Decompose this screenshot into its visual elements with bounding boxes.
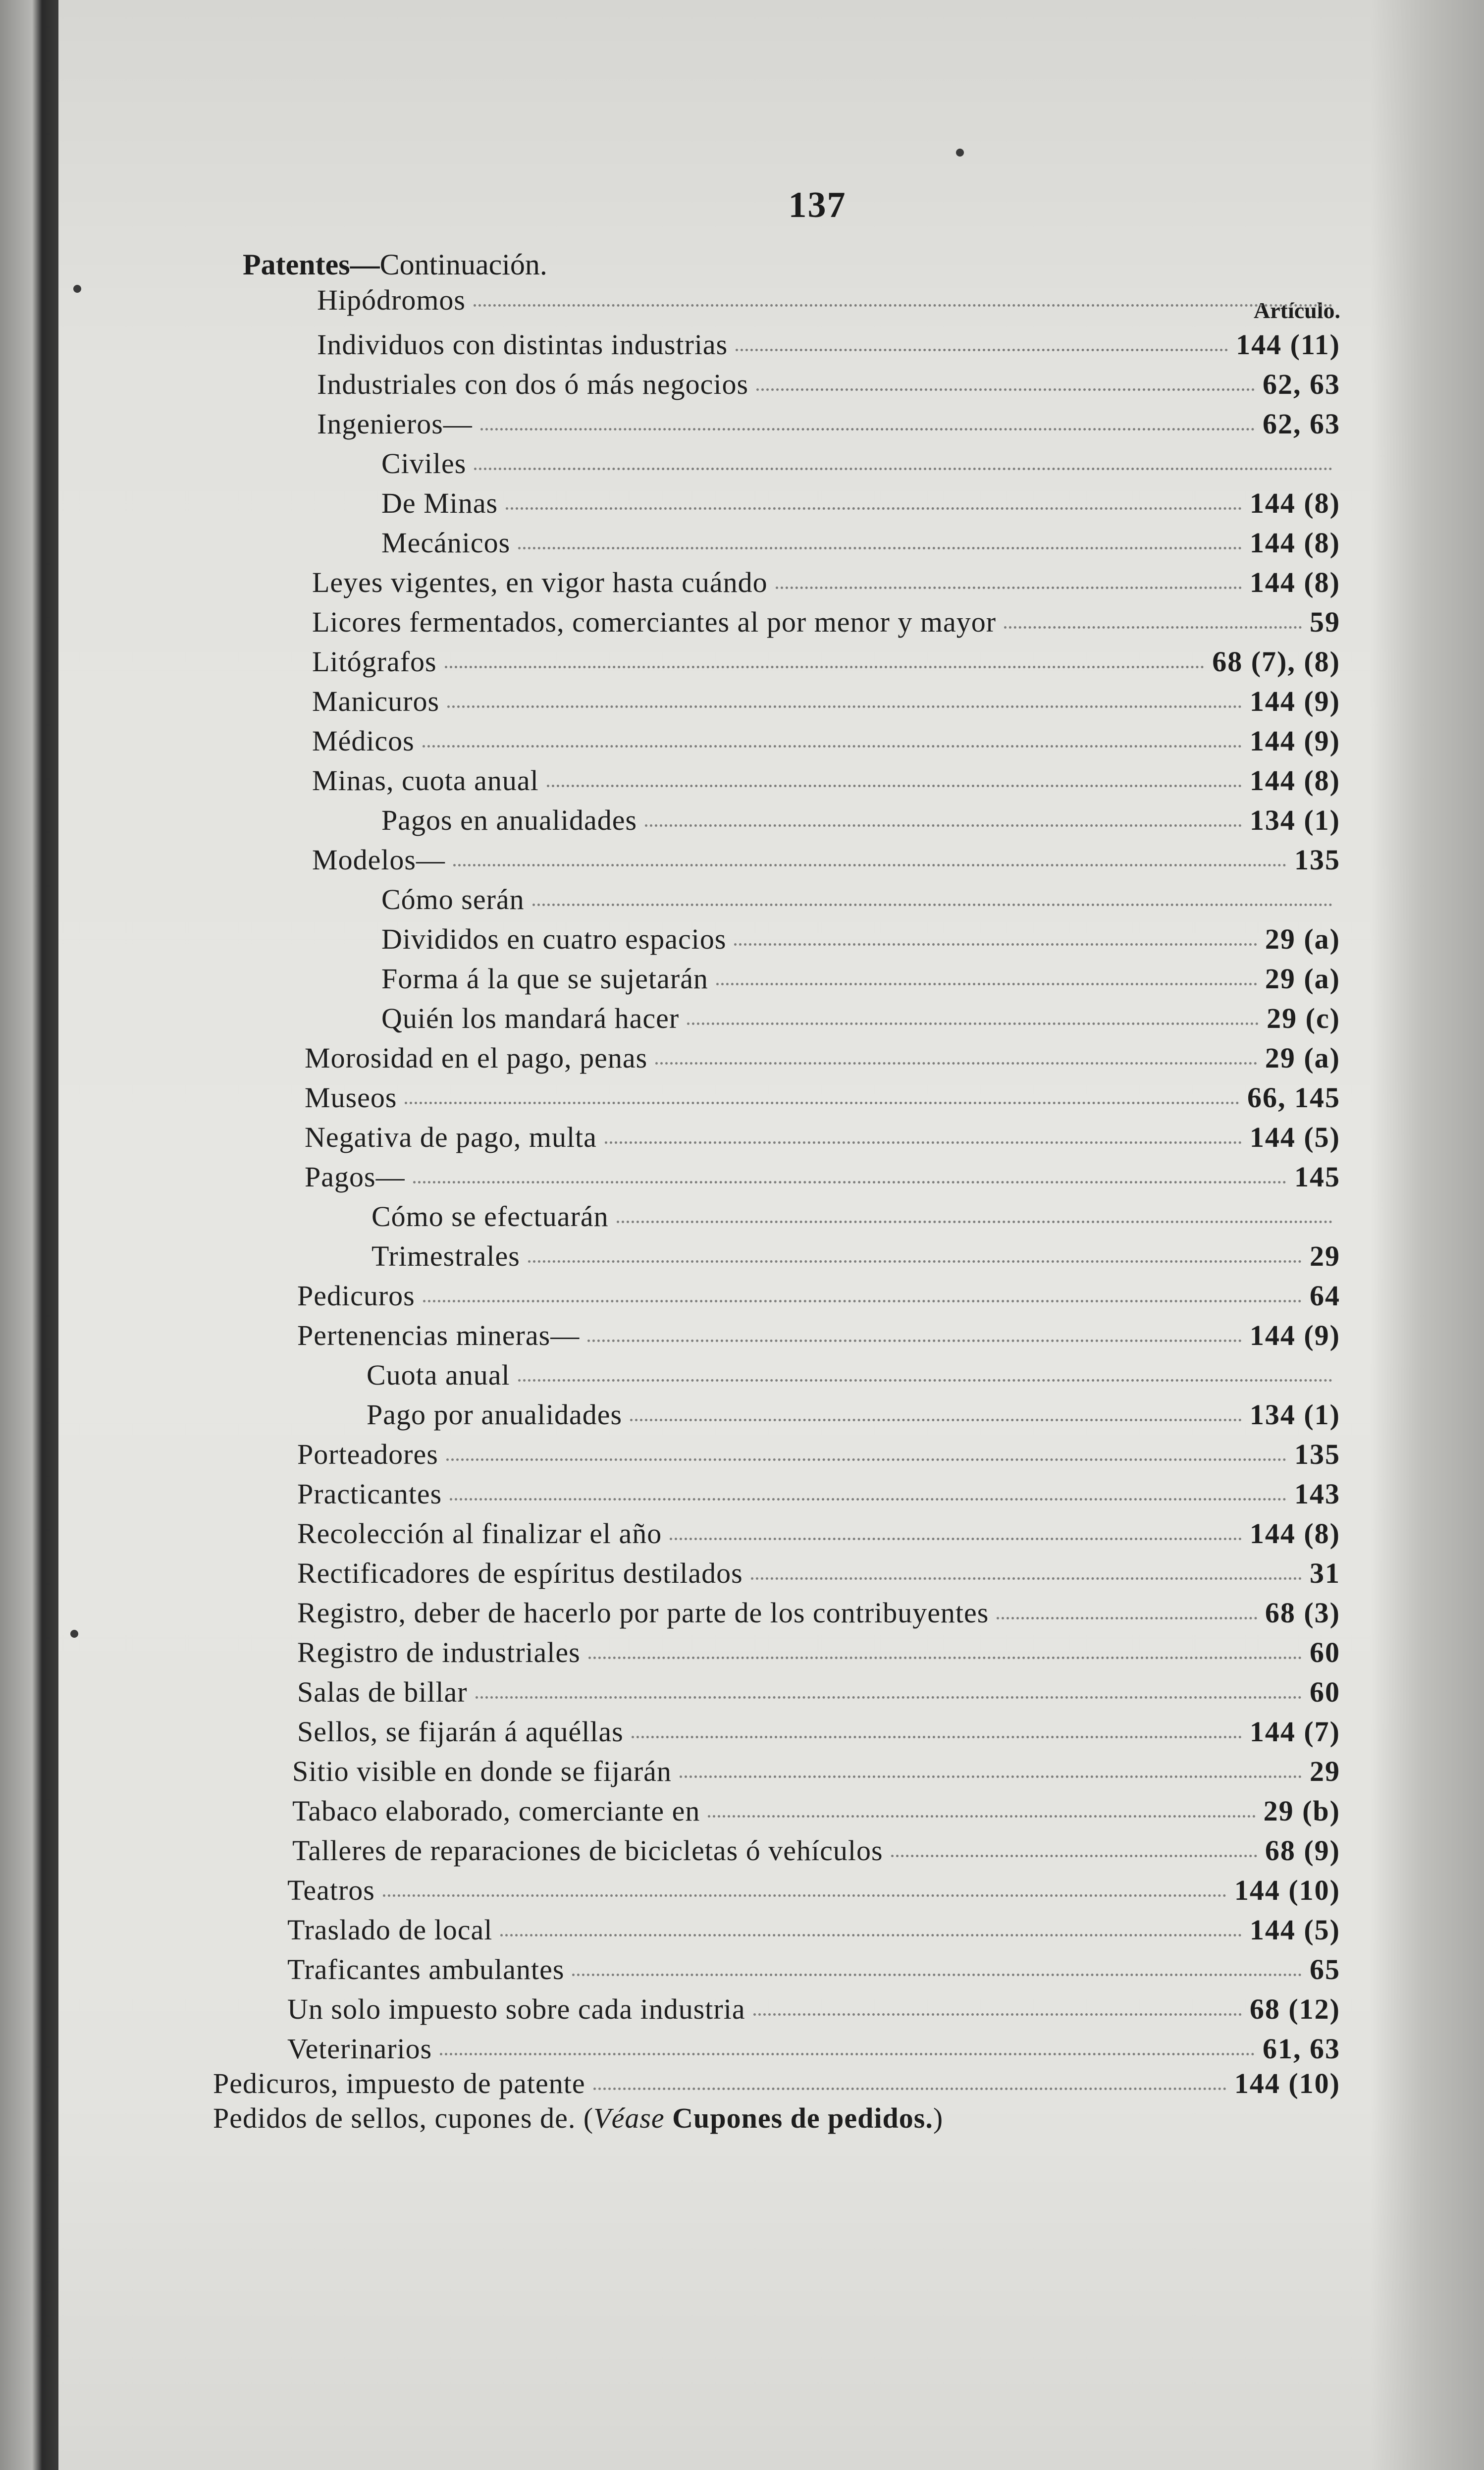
- leader-dots: [593, 2088, 1226, 2090]
- entry-label: Un solo impuesto sobre cada industria: [287, 1993, 745, 2025]
- footer-lead: Pedidos de sellos, cupones de.: [213, 2102, 576, 2134]
- entry-label: Veterinarios: [287, 2033, 432, 2065]
- entry-ref: 144 (8): [1249, 1517, 1340, 1550]
- leader-dots: [405, 1102, 1239, 1104]
- entry-ref: 61, 63: [1263, 2033, 1340, 2065]
- entry-ref: 60: [1310, 1676, 1340, 1708]
- leader-dots: [716, 983, 1257, 985]
- index-entry: [297, 1517, 1340, 1550]
- entry-label: Morosidad en el pago, penas: [305, 1042, 648, 1074]
- scan-speck: [73, 285, 81, 293]
- leader-dots: [500, 1934, 1242, 1936]
- entry-ref: 144 (8): [1249, 764, 1340, 797]
- leader-dots: [528, 1260, 1302, 1263]
- leader-dots: [751, 1577, 1302, 1580]
- leader-dots: [383, 1894, 1226, 1897]
- entry-ref: 144 (8): [1249, 487, 1340, 519]
- entry-label: Negativa de pago, multa: [305, 1121, 597, 1153]
- index-entry: [297, 1675, 1340, 1709]
- index-entry: [297, 1636, 1340, 1669]
- entry-label: Civiles: [381, 447, 467, 480]
- entry-label: Practicantes: [297, 1478, 442, 1510]
- leader-dots: [532, 904, 1332, 906]
- index-entry: [317, 368, 1340, 401]
- entry-ref: 144 (8): [1249, 566, 1340, 598]
- entry-ref: 29 (a): [1265, 963, 1340, 995]
- index-entry: [292, 1794, 1340, 1827]
- entry-label: Mecánicos: [381, 527, 511, 559]
- entry-ref: 66, 145: [1247, 1081, 1340, 1114]
- entry-label: Pedicuros, impuesto de patente: [213, 2067, 585, 2099]
- entry-label: Pagos en anualidades: [381, 804, 637, 836]
- entry-ref: 59: [1310, 606, 1340, 638]
- entry-label: Teatros: [287, 1874, 375, 1906]
- footer-cross-reference: [213, 2101, 943, 2135]
- index-entry: [371, 1239, 1340, 1273]
- index-entry: [367, 1358, 1340, 1392]
- entry-ref: 65: [1310, 1953, 1340, 1986]
- entry-ref: 29: [1310, 1240, 1340, 1272]
- leader-dots: [450, 1498, 1286, 1501]
- section-title: Patentes—: [243, 248, 380, 281]
- leader-dots: [617, 1221, 1332, 1223]
- index-entry: [287, 1992, 1340, 2026]
- index-entry: [312, 724, 1340, 757]
- leader-dots: [506, 507, 1242, 510]
- index-entry: [297, 1477, 1340, 1510]
- entry-label: Talleres de reparaciones de bicicletas ó vehículos: [292, 1834, 883, 1867]
- index-entry: [381, 922, 1340, 956]
- scan-speck: [70, 1630, 78, 1638]
- entry-ref: 144 (9): [1249, 725, 1340, 757]
- index-entry: [297, 1715, 1340, 1748]
- entry-ref: 62, 63: [1263, 368, 1340, 400]
- index-entry: [305, 1041, 1340, 1074]
- leader-dots: [605, 1141, 1242, 1144]
- leader-dots: [891, 1855, 1257, 1857]
- leader-dots: [687, 1022, 1259, 1025]
- entry-label: De Minas: [381, 487, 498, 519]
- entry-label: Licores fermentados, comerciantes al por menor y mayor: [312, 606, 997, 638]
- leader-dots: [645, 824, 1242, 827]
- entry-ref: 145: [1294, 1161, 1340, 1193]
- index-entry: [317, 328, 1340, 361]
- entry-label: Manicuros: [312, 685, 440, 717]
- index-entry: [305, 1121, 1340, 1154]
- leader-dots: [708, 1815, 1255, 1818]
- entry-ref: 144 (10): [1234, 2067, 1340, 2099]
- leader-dots: [588, 1657, 1302, 1659]
- leader-dots: [547, 785, 1242, 787]
- leader-dots: [480, 428, 1255, 430]
- entry-label: Sitio visible en donde se fijarán: [292, 1755, 672, 1787]
- entry-ref: 144 (7): [1249, 1716, 1340, 1748]
- entry-label: Ingenieros—: [317, 408, 473, 440]
- index-entry: [371, 1200, 1340, 1233]
- index-entry: [312, 566, 1340, 599]
- entry-ref: 29 (c): [1267, 1002, 1340, 1034]
- leader-dots: [756, 388, 1255, 391]
- entry-ref: 144 (5): [1249, 1121, 1340, 1153]
- entry-ref: 68 (7), (8): [1212, 645, 1340, 678]
- entry-label: Individuos con distintas industrias: [317, 328, 728, 361]
- page-number: 137: [788, 185, 847, 225]
- index-entry: [312, 764, 1340, 797]
- index-entry: [213, 2067, 1340, 2100]
- entry-label: Traslado de local: [287, 1914, 493, 1946]
- index-entry: [297, 1319, 1340, 1352]
- leader-dots: [423, 1300, 1302, 1302]
- entry-ref: 144 (9): [1249, 685, 1340, 717]
- index-entry: [381, 804, 1340, 837]
- leader-dots: [440, 2053, 1255, 2055]
- entry-ref: 143: [1294, 1478, 1340, 1510]
- entry-ref: 29 (b): [1263, 1795, 1340, 1827]
- leader-dots: [632, 1736, 1242, 1738]
- index-entry: [297, 1596, 1340, 1629]
- index-entry: [297, 1557, 1340, 1590]
- entry-ref: 29 (a): [1265, 1042, 1340, 1074]
- leader-dots: [753, 2013, 1242, 2016]
- entry-ref: 60: [1310, 1636, 1340, 1668]
- entry-label: Traficantes ambulantes: [287, 1953, 565, 1986]
- entry-ref: 134 (1): [1249, 804, 1340, 836]
- leader-dots: [997, 1617, 1257, 1619]
- entry-label: Rectificadores de espíritus destilados: [297, 1557, 743, 1589]
- entry-label: Museos: [305, 1081, 397, 1114]
- entry-label: Sellos, se fijarán á aquéllas: [297, 1716, 624, 1748]
- entry-ref: 68 (3): [1265, 1597, 1340, 1629]
- index-entry: [297, 1438, 1340, 1471]
- leader-dots: [446, 1458, 1286, 1461]
- leader-dots: [1004, 626, 1302, 629]
- footer-open-paren: (: [583, 2102, 594, 2134]
- entry-label: Recolección al finalizar el año: [297, 1517, 662, 1550]
- entry-label: Pertenencias mineras—: [297, 1319, 580, 1351]
- leader-dots: [447, 705, 1242, 708]
- index-entry: [381, 486, 1340, 520]
- leader-dots: [670, 1538, 1242, 1540]
- index-entry: [381, 1002, 1340, 1035]
- entry-label: Quién los mandará hacer: [381, 1002, 680, 1034]
- index-entry: [287, 1953, 1340, 1986]
- entry-label: Hipódromos: [317, 284, 466, 316]
- leader-dots: [776, 587, 1242, 589]
- section-heading: [243, 248, 547, 282]
- index-entry: [292, 1755, 1340, 1788]
- entry-label: Divididos en cuatro espacios: [381, 923, 727, 955]
- index-entry: [312, 685, 1340, 718]
- entry-label: Forma á la que se sujetarán: [381, 963, 708, 995]
- entry-label: Tabaco elaborado, comerciante en: [292, 1795, 700, 1827]
- entry-ref: 62, 63: [1263, 408, 1340, 440]
- index-entry: [381, 447, 1340, 480]
- entry-label: Modelos—: [312, 844, 445, 876]
- leader-dots: [736, 349, 1228, 351]
- leader-dots: [587, 1340, 1242, 1342]
- entry-label: Litógrafos: [312, 645, 437, 678]
- leader-dots: [445, 666, 1205, 668]
- index-entry: [317, 407, 1340, 440]
- entry-label: Cuota anual: [367, 1359, 510, 1391]
- entry-label: Registro, deber de hacerlo por parte de los contribuyentes: [297, 1597, 989, 1629]
- index-entry: [381, 526, 1340, 559]
- entry-ref: 144 (5): [1249, 1914, 1340, 1946]
- entry-label: Registro de industriales: [297, 1636, 581, 1668]
- index-entry: [287, 1874, 1340, 1907]
- column-header: Artículo.: [1253, 298, 1340, 323]
- footer-see: Véase: [593, 2102, 665, 2134]
- index-entry: [305, 1160, 1340, 1193]
- entry-ref: 68 (12): [1249, 1993, 1340, 2025]
- leader-dots: [680, 1775, 1302, 1778]
- footer-close-paren: ): [933, 2102, 944, 2134]
- leader-dots: [453, 864, 1286, 866]
- leader-dots: [655, 1062, 1257, 1065]
- entry-label: Médicos: [312, 725, 415, 757]
- entry-label: Pago por anualidades: [367, 1398, 623, 1431]
- index-entry: [367, 1398, 1340, 1431]
- entry-label: Porteadores: [297, 1438, 438, 1470]
- leader-dots: [474, 304, 1332, 307]
- leader-dots: [413, 1181, 1286, 1183]
- index-entry: [317, 283, 1340, 317]
- section-suffix: Continuación.: [379, 248, 547, 281]
- entry-ref: 31: [1310, 1557, 1340, 1589]
- entry-ref: 68 (9): [1265, 1834, 1340, 1867]
- entry-label: Minas, cuota anual: [312, 764, 539, 797]
- entry-label: Pagos—: [305, 1161, 405, 1193]
- entry-ref: 29: [1310, 1755, 1340, 1787]
- entry-label: Trimestrales: [371, 1240, 520, 1272]
- index-entry: [312, 605, 1340, 639]
- index-entry: [287, 2032, 1340, 2065]
- entry-label: Salas de billar: [297, 1676, 468, 1708]
- entry-ref: 144 (8): [1249, 527, 1340, 559]
- leader-dots: [476, 1696, 1302, 1699]
- leader-dots: [518, 1379, 1332, 1382]
- index-entry: [292, 1834, 1340, 1867]
- index-entry: [312, 843, 1340, 876]
- leader-dots: [630, 1419, 1242, 1421]
- entry-label: Leyes vigentes, en vigor hasta cuándo: [312, 566, 768, 598]
- page-binding-edge: [0, 0, 58, 2470]
- scan-speck: [956, 149, 964, 157]
- entry-ref: 134 (1): [1249, 1398, 1340, 1431]
- index-entry: [297, 1279, 1340, 1312]
- leader-dots: [572, 1974, 1302, 1976]
- index-entry: [305, 1081, 1340, 1114]
- index-entry: [381, 883, 1340, 916]
- entry-label: Cómo serán: [381, 883, 525, 915]
- entry-ref: 135: [1294, 1438, 1340, 1470]
- leader-dots: [423, 745, 1242, 748]
- leader-dots: [518, 547, 1242, 549]
- entry-ref: 144 (9): [1249, 1319, 1340, 1351]
- entry-ref: 135: [1294, 844, 1340, 876]
- entry-ref: 64: [1310, 1280, 1340, 1312]
- entry-label: Pedicuros: [297, 1280, 415, 1312]
- entry-label: Cómo se efectuarán: [371, 1200, 609, 1233]
- entry-ref: 29 (a): [1265, 923, 1340, 955]
- index-entry: [287, 1913, 1340, 1946]
- entry-ref: 144 (11): [1236, 328, 1340, 361]
- leader-dots: [474, 468, 1332, 470]
- index-entry: [381, 962, 1340, 995]
- footer-target: Cupones de pedidos.: [672, 2102, 933, 2134]
- page-right-margin: [1370, 0, 1484, 2470]
- entry-label: Industriales con dos ó más negocios: [317, 368, 749, 400]
- index-entry: [312, 645, 1340, 678]
- leader-dots: [734, 943, 1257, 946]
- entry-ref: 144 (10): [1234, 1874, 1340, 1906]
